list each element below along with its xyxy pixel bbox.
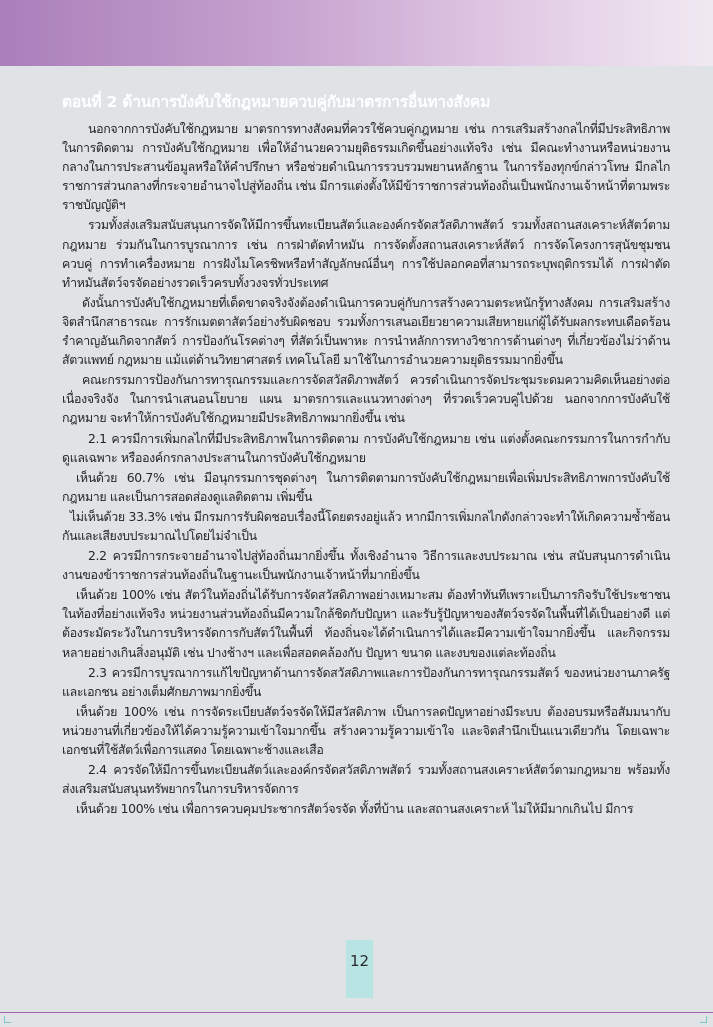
bottom-rule (0, 1012, 713, 1013)
page-content (62, 92, 670, 819)
page-number-tab (346, 940, 373, 998)
paragraph-intro: นอกจากการบังคับใช้กฎหมาย มาตรการทางสังคมที่ควรใช้ควบคู่กฎหมาย เช่น การเสริมสร้างกลไกที่มีประสิทธิภาพในการติดตาม การบังคับใช้กฎหมาย เพื่อให้อำนวยความยุติธรรมเกิดขึ้นอย่างแท้จริง เช่น มีคณะทำงานหรือหน่วยงานกลางในการประสานข้อมูลหรือให้คำปรึกษา หรือช่วยดำเนินการรวบรวมพยานหลักฐาน ในการร้องทุกข์กล่าวโทษ มีกลไกราชการส่วนกลางที่กระจายอำนาจไปสู่ท้องถิ่น เช่น มีการแต่งตั้งให้มีข้าราชการส่วนท้องถิ่นเป็นพนักงานเจ้าหน้าที่ตามพระราชบัญญัติฯ (62, 121, 670, 213)
crop-mark-right (700, 1016, 707, 1023)
item-2-1-agree: เห็นด้วย 60.7% เช่น มีอนุกรรมการชุดต่างๆ ในการติดตามการบังคับใช้กฎหมายเพื่อเพิ่มประสิทธิภาพการบังคับใช้กฎหมาย และเป็นการสอดส่องดูแลติดตาม เพิ่มขึ้น (62, 469, 670, 504)
item-2-3: 2.3 ควรมีการบูรณาการแก้ไขปัญหาด้านการจัดสวัสดิภาพและการป้องกันการทารุณกรรมสัตว์ ของหน่วยงานภาครัฐและเอกชน อย่างเต็มศักยภาพมากยิ่งขึ้น (62, 664, 670, 699)
item-2-1: 2.1 ควรมีการเพิ่มกลไกที่มีประสิทธิภาพในการติดตาม การบังคับใช้กฎหมาย เช่น แต่งตั้งคณะกรรมการในการกำกับดูแลเฉพาะ หรือองค์กรกลางประสานในการบังคับใช้กฎหมาย (62, 430, 670, 465)
item-2-4: 2.4 ควรจัดให้มีการขึ้นทะเบียนสัตว์และองค์กรจัดสวัสดิภาพสัตว์ รวมทั้งสถานสงเคราะห์สัตว์ตามกฎหมาย พร้อมทั้งส่งเสริมสนับสนุนทรัพยากรในการบริหารจัดการ (62, 762, 670, 797)
item-2-2-agree: เห็นด้วย 100% เช่น สัตว์ในท้องถิ่นได้รับการจัดสวัสดิภาพอย่างเหมาะสม ต้องทำทันทีเพราะเป็นภารกิจรับใช้ประชาชนในท้องที่อย่างแท้จริง หน่วยงานส่วนท้องถิ่นมีความใกล้ชิดกับปัญหา และรับรู้ปัญหาของสัตว์จรจัดในพื้นที่ได้เป็นอย่างดี แต่ต้องระมัดระวังในการบริหารจัดการกับสัตว์ในพื้นที่ ท้องถิ่นจะได้ดำเนินการได้และมีความเข้าใจมากยิ่งขึ้น และกิจกรรมหลายอย่างเกินสิ่งอนุมัติ เช่น ปางช้างฯ และเพื่อสอดคล้องกับ ปัญหา ขนาด และงบของแต่ละท้องถิ่น (62, 587, 670, 660)
paragraph-committee: คณะกรรมการป้องกันการทารุณกรรมและการจัดสวัสดิภาพสัตว์ ควรดำเนินการจัดประชุมระดมความคิดเห็นอย่างต่อเนื่องจริงจัง ในการนำเสนอนโยบาย แผน มาตรการและแนวทางต่างๆ ที่รวดเร็วควบคู่ไปด้วย นอกจากการบังคับใช้กฎหมาย จะทำให้การบังคับใช้กฎหมายมีประสิทธิภาพมากยิ่งขึ้น เช่น (62, 372, 670, 426)
item-2-3-agree: เห็นด้วย 100% เช่น การจัดระเบียบสัตว์จรจัดให้มีสวัสดิภาพ เป็นการลดปัญหาอย่างมีระบบ ต้องอบรมหรือสัมมนากับหน่วยงานที่เกี่ยวข้องให้ได้ความรู้ความเข้าใจมากขึ้น สร้างความรู้ความเข้าใจ และจิตสำนึกเป็นแนวเดียวกัน โดยเฉพาะเอกชนที่ใช้สัตว์เพื่อการแสดง โดยเฉพาะช้างและเสือ (62, 703, 670, 757)
paragraph-enforcement: ดังนั้นการบังคับใช้กฎหมายที่เด็ดขาดจริงจังต้องดำเนินการควบคู่กับการสร้างความตระหนักรู้ทางสังคม การเสริมสร้างจิตสำนึกสาธารณะ การรักเมตตาสัตว์อย่างรับผิดชอบ รวมทั้งการเสนอเยียวยาความเสียหายแก่ผู้ได้รับผลกระทบเดือดร้อนรำคาญอันเกิดจากสัตว์ การป้องกันโรคต่างๆ ที่สัตว์เป็นพาหะ การนำหลักการทางวิชาการด้านต่างๆ ที่เกี่ยวข้องไม่ว่าด้านสัตวแพทย์ กฎหมาย แม้แต่ด้านวิทยาศาสตร์ เทคโนโลยี มาใช้ในการอำนวยความยุติธรรมมากยิ่งขึ้น (62, 294, 670, 368)
header-band (0, 0, 713, 66)
item-2-1-disagree: ไม่เห็นด้วย 33.3% เช่น มีกรมการรับผิดชอบเรื่องนี้โดยตรงอยู่แล้ว หากมีการเพิ่มกลไกดังกล่าวจะทำให้เกิดความซ้ำซ้อนกันและเสียงบประมาณไปโดยไม่จำเป็น (62, 508, 670, 543)
paragraph-registration: รวมทั้งส่งเสริมสนับสนุนการจัดให้มีการขึ้นทะเบียนสัตว์และองค์กรจัดสวัสดิภาพสัตว์ รวมทั้งสถานสงเคราะห์สัตว์ตามกฎหมาย ร่วมกันในการบูรณาการ เช่น การฝ่าตัดทำหมัน การจัดตั้งสถานสงเคราะห์สัตว์ การจัดโครงการสุนัขชุมชน ควบคู่ การทำเครื่องหมาย การฝังไมโครชิพหรือทำสัญลักษณ์อื่นๆ การใช้ปลอกคอที่สามารถระบุพฤติกรรมได้ การฝ่าตัดทำหมันสัตว์จรจัดอย่างรวดเร็วครบทั้งวงจรทั่วประเทศ (62, 217, 670, 290)
section-title: ตอนที่ 2 ด้านการบังคับใช้กฎหมายควบคู่กับมาตรการอื่นทางสังคม (62, 93, 491, 111)
page-number: 12 (349, 952, 370, 970)
item-2-4-agree: เห็นด้วย 100% เช่น เพื่อการควบคุมประชากรสัตว์จรจัด ทั้งที่บ้าน และสถานสงเคราะห์ ไม่ให้มีมากเกินไป มีการ (76, 801, 634, 817)
crop-mark-left (4, 1016, 11, 1023)
item-2-2: 2.2 ควรมีการกระจายอำนาจไปสู่ท้องถิ่นมากยิ่งขึ้น ทั้งเชิงอำนาจ วิธีการและงบประมาณ เช่น สนับสนุนการดำเนินงานของข้าราชการส่วนท้องถิ่นในฐานะเป็นพนักงานเจ้าหน้าที่มากยิ่งขึ้น (62, 548, 670, 583)
